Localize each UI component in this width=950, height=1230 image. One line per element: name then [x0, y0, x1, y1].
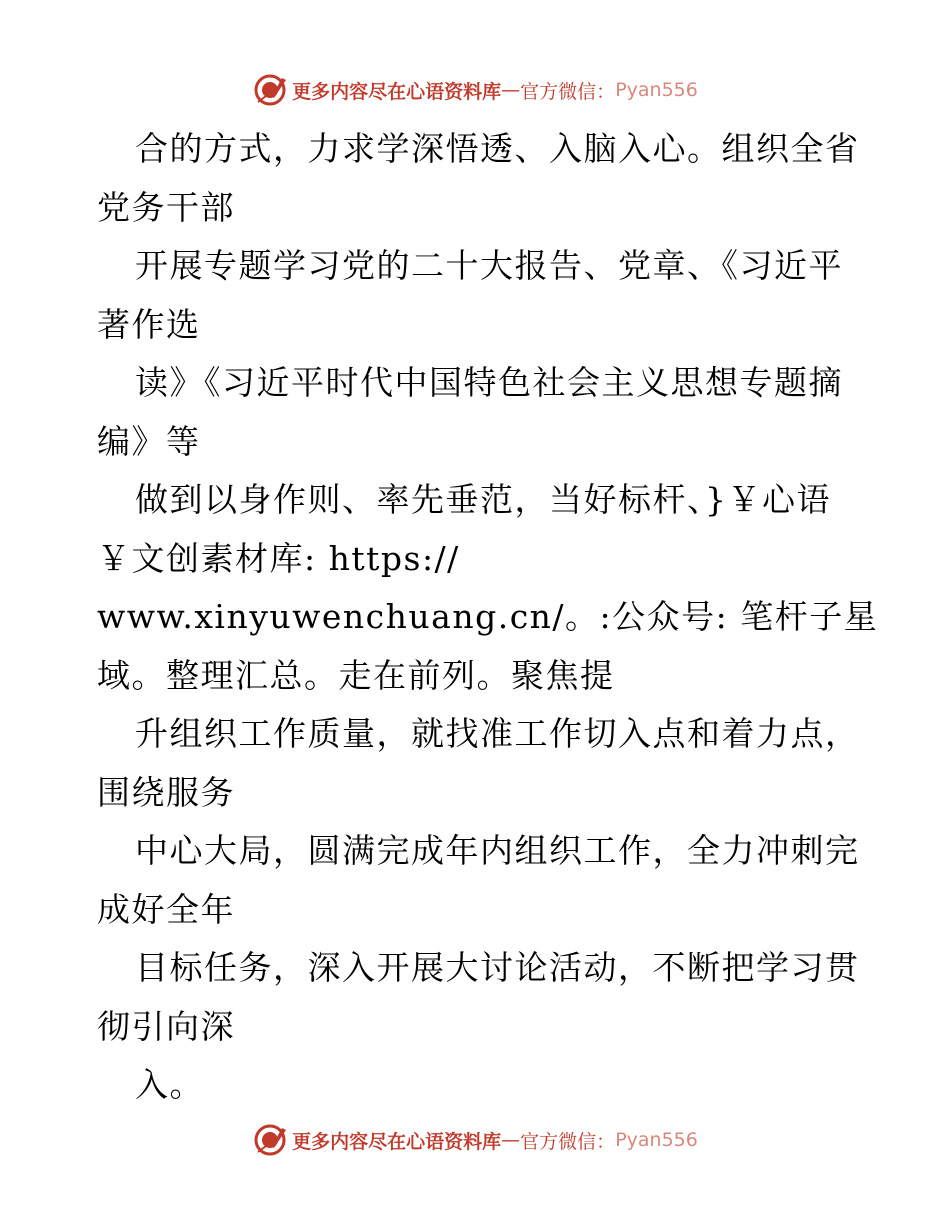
header-contact-label: 官方微信： [520, 80, 616, 103]
text-line: 做到以身作则、率先垂范，当好标杆、}￥心语 [135, 480, 831, 519]
text-line: 入。 [135, 1065, 204, 1104]
footer-wechat-id: Pyan556 [615, 1129, 698, 1151]
text-line: 读》《习近平时代中国特色社会主义思想专题摘 [135, 363, 843, 402]
body-text [97, 120, 879, 1115]
text-line: 升组织工作质量，就找准工作切入点和着力点， [135, 714, 860, 753]
text-line: 编》等 [97, 421, 201, 461]
text-line: 党务干部 [97, 187, 235, 227]
text-line: 彻引向深 [97, 1006, 235, 1046]
quill-logo-icon [252, 72, 288, 108]
header-separator: — [501, 79, 521, 101]
text-line: 域。整理汇总。走在前列。聚焦提 [97, 655, 615, 695]
text-line: 围绕服务 [97, 772, 235, 812]
text-line: ￥文创素材库: https:// [97, 538, 460, 578]
text-line: 著作选 [97, 304, 201, 344]
text-line: 中心大局，圆满完成年内组织工作，全力冲刺完 [135, 831, 860, 870]
footer-contact-label: 官方微信： [520, 1130, 616, 1153]
text-line: 目标任务，深入开展大讨论活动，不断把学习贯 [135, 948, 860, 987]
footer-separator: — [501, 1129, 521, 1151]
quill-logo-icon [252, 1122, 288, 1158]
text-line: 成好全年 [97, 889, 235, 929]
header-wechat-id: Pyan556 [615, 79, 698, 101]
text-line: 合的方式，力求学深悟透、入脑入心。组织全省 [135, 129, 860, 168]
text-line: www.xinyuwenchuang.cn/。:公众号: 笔杆子星 [97, 597, 879, 636]
footer-banner [0, 1120, 950, 1160]
header-brand-text: 更多内容尽在心语资料库 [292, 80, 502, 103]
text-line: 开展专题学习党的二十大报告、党章、《习近平 [135, 246, 843, 285]
header-banner [0, 70, 950, 110]
footer-brand-text: 更多内容尽在心语资料库 [292, 1130, 502, 1153]
